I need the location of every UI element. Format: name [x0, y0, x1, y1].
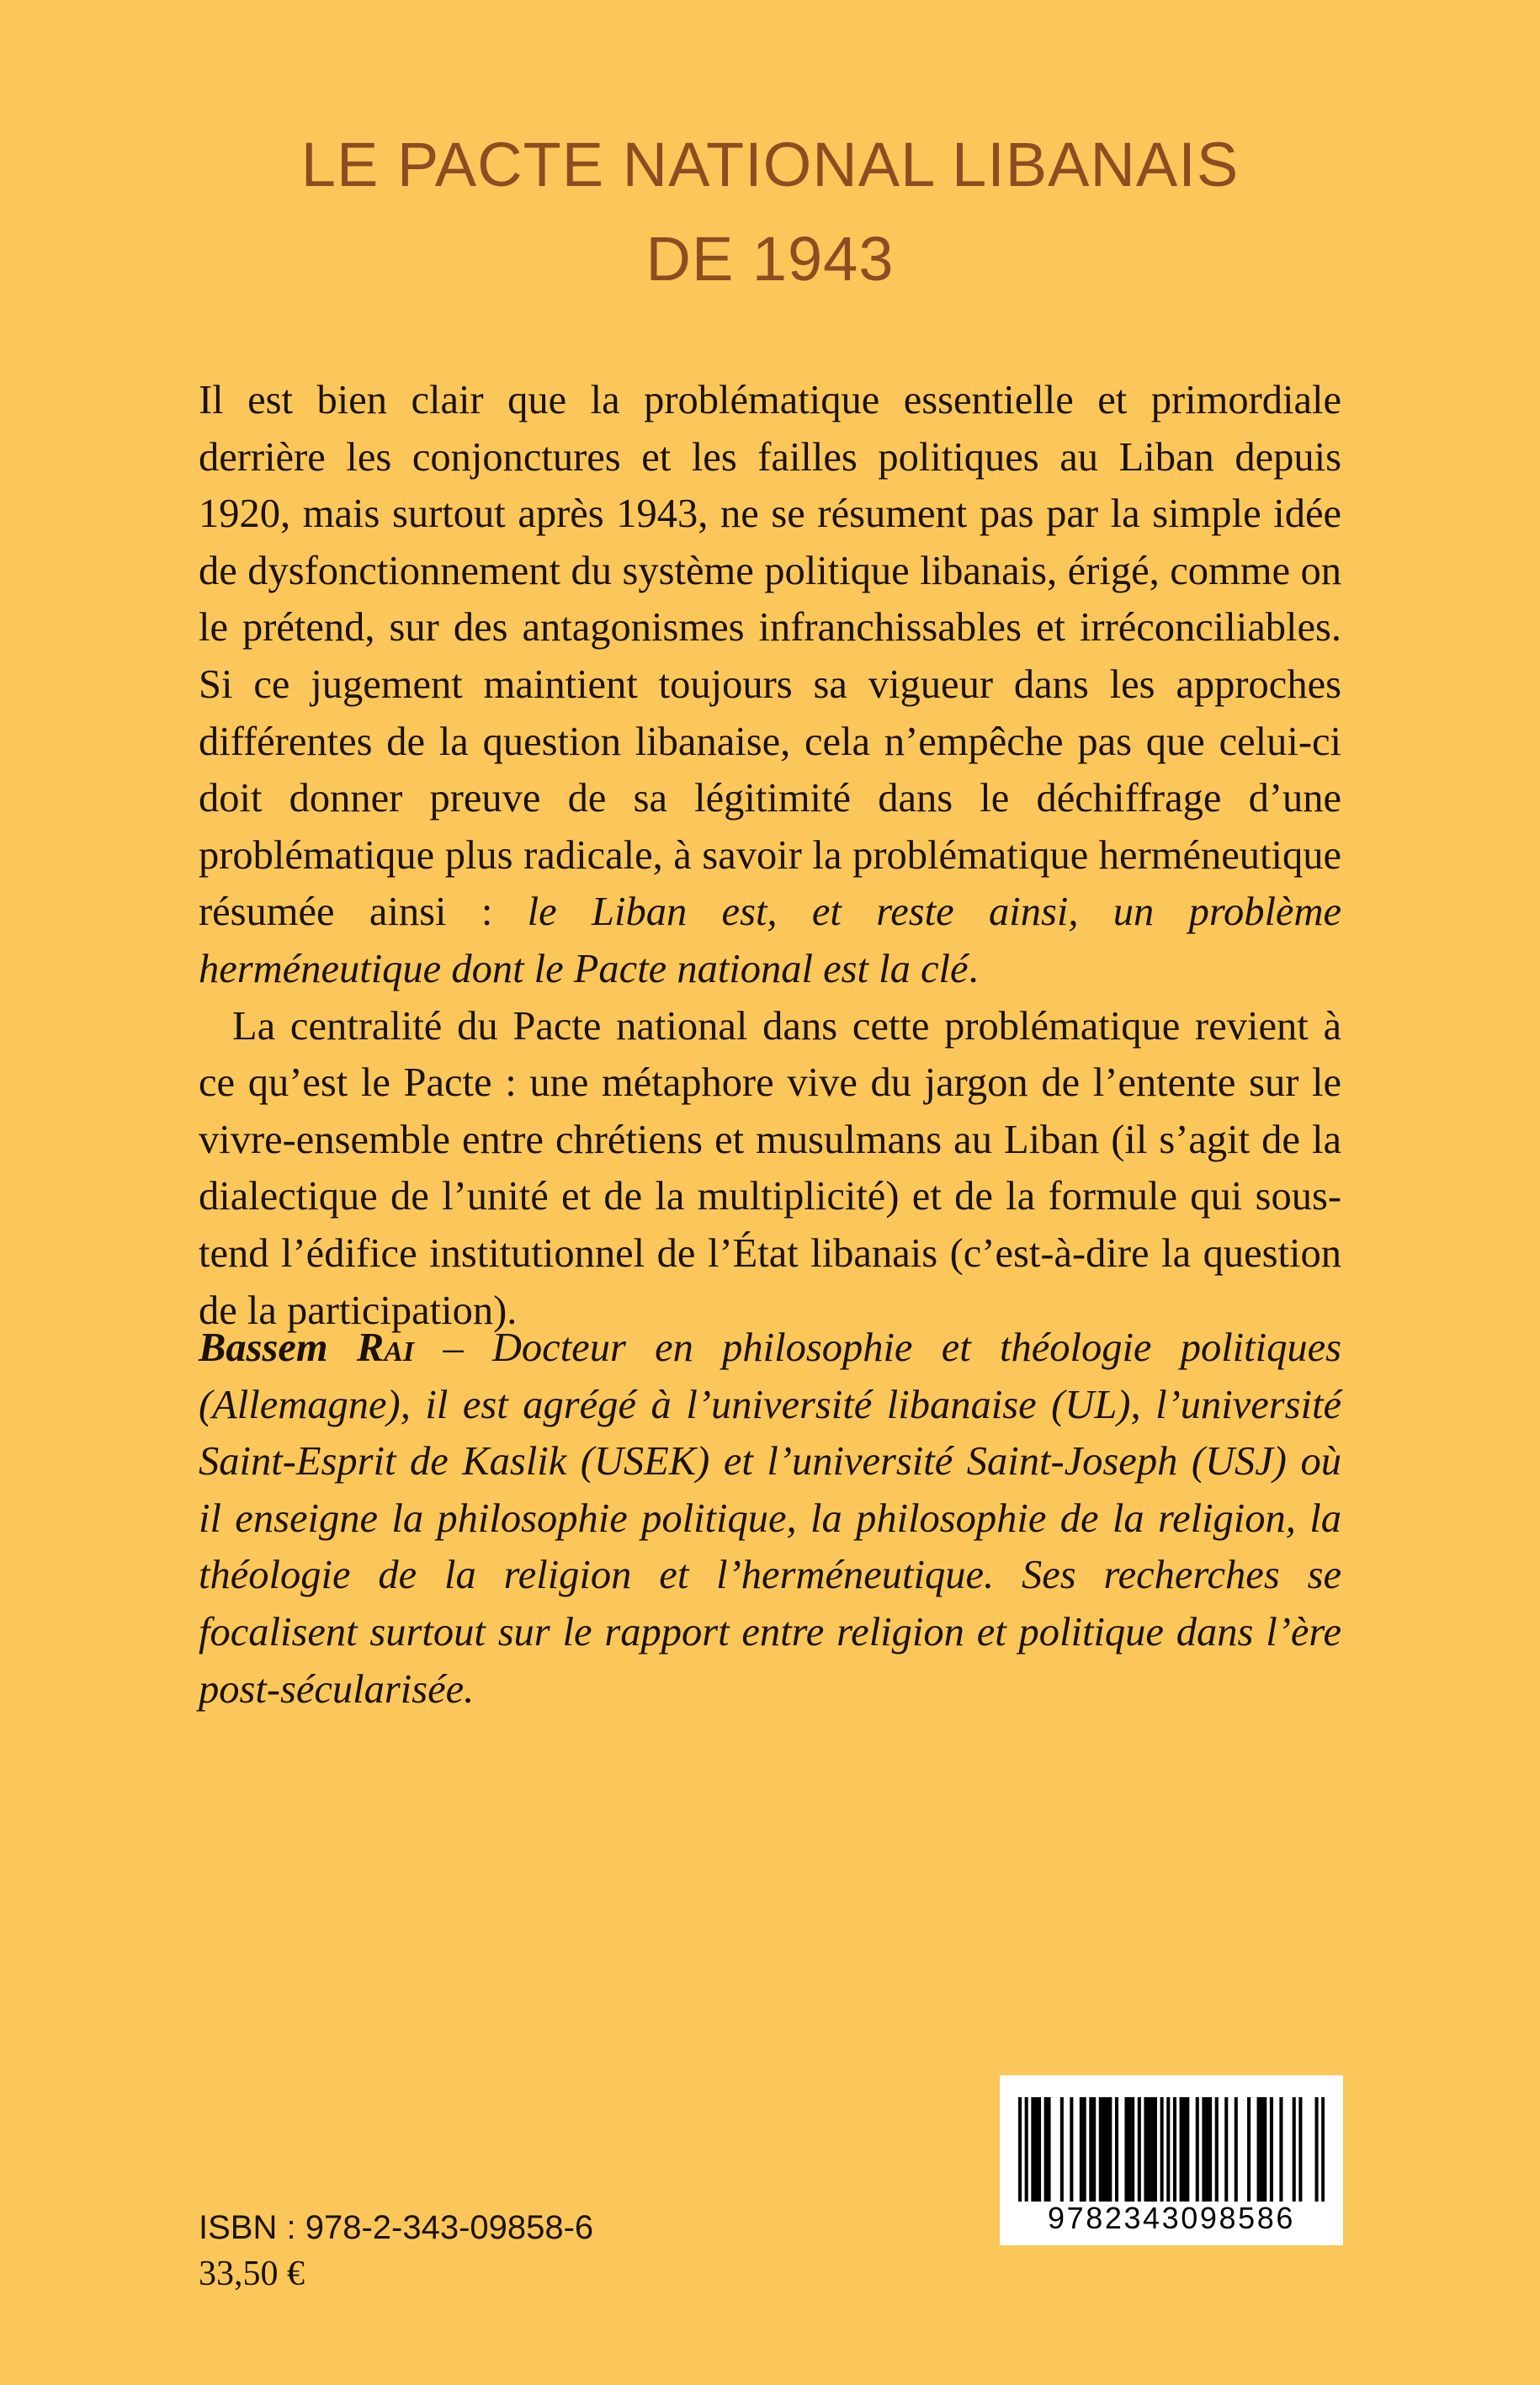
barcode-bar — [1099, 2097, 1102, 2202]
barcode-bar — [1166, 2097, 1170, 2202]
barcode-digits: 9782343098586 — [1047, 2201, 1296, 2235]
summary-paragraph-1-italic: le Liban est, et reste ainsi, un problème herméneutique dont le Pacte national est la clé — [199, 890, 1342, 991]
barcode-bar — [1160, 2097, 1164, 2202]
barcode-bar — [1196, 2097, 1199, 2202]
barcode-bar — [1298, 2097, 1302, 2202]
barcode-bar — [1105, 2097, 1108, 2202]
barcode-bar — [1034, 2097, 1038, 2202]
barcode-bar — [1080, 2097, 1083, 2202]
barcode-bar — [1208, 2097, 1212, 2202]
barcode-bar — [1070, 2097, 1073, 2202]
barcode-bar — [1315, 2097, 1319, 2202]
author-bio-text: – Docteur en philosophie et théologie politiques (Allemagne), il est agrégé à l’université libanaise (UL), l’université Saint-Esprit de Kaslik (USEK) et l’université Saint-Joseph (USJ) où il enseigne la philosophie politique, la philosophie de la religion, la théologie de la religion et l’herméneutique. Ses recherches se focalisent surtout sur le rapport entre religion et politique dans l’ère post-sécularisée. — [199, 1325, 1342, 1712]
barcode-bar — [1147, 2097, 1150, 2202]
barcode-bar — [1031, 2097, 1034, 2202]
summary-paragraph-1-text: Il est bien clair que la problématique essentielle et primordiale derrière les conjonctures et les failles politiques au Liban depuis 1920, mais surtout après 1943, ne se résument pas par la simple idée de dysfonctionnement du système politique libanais, érigé, comme on le prétend, sur des antagonismes infranchissables et irréconciliables. Si ce jugement maintient toujours sa vigueur dans les approches différentes de la question libanaise, cela n’empêche pas que celui-ci doit donner preuve de sa légitimité dans le déchiffrage d’une problématique plus radicale, à savoir la problématique herméneutique résumée ainsi : — [199, 378, 1341, 935]
barcode-bar — [1128, 2097, 1131, 2202]
book-title-line-2: DE 1943 — [645, 224, 895, 294]
barcode-bar — [1215, 2097, 1219, 2202]
barcode-bar — [1154, 2097, 1157, 2202]
barcode-bar — [1047, 2097, 1050, 2202]
barcode-bar — [1205, 2097, 1208, 2202]
back-cover-summary — [199, 372, 1341, 1339]
barcode-bar — [1173, 2097, 1176, 2202]
barcode-bar — [1038, 2097, 1041, 2202]
book-title — [0, 118, 1540, 306]
barcode-bar — [1044, 2097, 1048, 2202]
barcode-bar — [1235, 2097, 1238, 2202]
barcode-bar — [1150, 2097, 1154, 2202]
barcode-bar — [1279, 2097, 1282, 2202]
barcode-bar — [1092, 2097, 1096, 2202]
barcode-bar — [1083, 2097, 1086, 2202]
isbn: ISBN : 978-2-343-09858-6 — [199, 2209, 594, 2246]
barcode-bar — [1131, 2097, 1134, 2202]
barcode-bar — [1102, 2097, 1106, 2202]
barcode-bar — [1247, 2097, 1251, 2202]
barcode-bar — [1257, 2097, 1261, 2202]
author-first-name: Bassem — [199, 1325, 328, 1370]
summary-paragraph-1 — [199, 372, 1341, 998]
barcode-bar — [1124, 2097, 1128, 2202]
barcode-bar — [1224, 2097, 1228, 2202]
barcode-bar — [1263, 2097, 1267, 2202]
barcode-bar — [1260, 2097, 1263, 2202]
barcode-bar — [1018, 2097, 1022, 2202]
summary-paragraph-2: La centralité du Pacte national dans cette problématique revient à ce qu’est le Pacte : une métaphore vive du jargon de l’entente sur le vivre-ensemble entre chrétiens et musulmans au Liban (il s’agit de la dialectique de l’unité et de la multiplicité) et de la formule qui sous-tend l’édifice institutionnel de l’État libanais (c’est-à-dire la question de la participation). — [199, 1003, 1341, 1333]
barcode-bar — [1321, 2097, 1325, 2202]
barcode-bar — [1186, 2097, 1189, 2202]
barcode — [1000, 2075, 1343, 2245]
barcode-bar — [1060, 2097, 1064, 2202]
barcode-bar — [1144, 2097, 1147, 2202]
barcode-bar — [1089, 2097, 1092, 2202]
barcode-bars — [1018, 2097, 1325, 2202]
barcode-bar — [1202, 2097, 1205, 2202]
author-last-name: Rai — [356, 1325, 415, 1370]
barcode-bar — [1108, 2097, 1112, 2202]
barcode-bar — [1115, 2097, 1118, 2202]
barcode-bar — [1025, 2097, 1028, 2202]
barcode-bar — [1270, 2097, 1273, 2202]
barcode-bar — [1293, 2097, 1296, 2202]
author-bio — [199, 1320, 1341, 1718]
author-bio-paragraph — [199, 1320, 1341, 1718]
barcode-bar — [1180, 2097, 1183, 2202]
barcode-bar — [1182, 2097, 1186, 2202]
barcode-bar — [1138, 2097, 1141, 2202]
book-title-line-1: LE PACTE NATIONAL LIBANAIS — [300, 130, 1240, 199]
price: 33,50 € — [199, 2255, 305, 2293]
summary-paragraph-1-end: . — [968, 946, 979, 991]
